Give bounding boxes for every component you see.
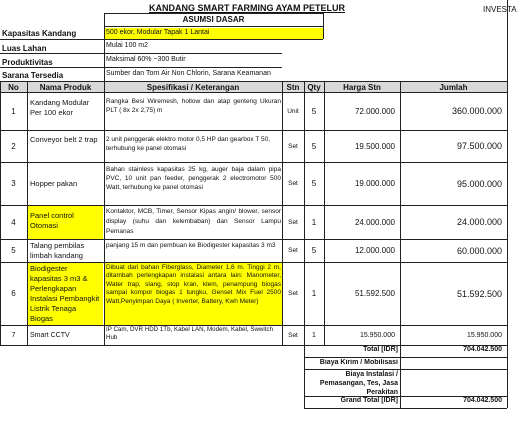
row-no: 2 [11, 141, 16, 151]
assumption-label: Sarana Tersedia [2, 71, 64, 80]
assumption-label: Kapasitas Kandang [2, 29, 77, 38]
row-stn: Set [288, 218, 298, 226]
col-header-spec: Spesifikasi / Keterangan [146, 83, 240, 92]
page-title: KANDANG SMART FARMING AYAM PETELUR [148, 3, 345, 13]
summary-value [400, 370, 502, 396]
row-qty: 1 [312, 331, 316, 339]
row-spec: Bahan stainless kapasitas 25 kg, auger baja dalam pipa PVC, 10 unit pan feeder, penggerak 2 electromotor 500 Watt, terhubung ke panel otomasi [106, 166, 281, 191]
assumption-value: 500 ekor, Modular Tapak 1 Lantai [106, 29, 210, 36]
row-name: Talang pembilas limbah kandang [30, 241, 85, 260]
row-no: 1 [11, 106, 16, 116]
row-no: 7 [11, 331, 16, 339]
col-header-total: Jumlah [439, 83, 468, 92]
row-no: 5 [11, 246, 16, 255]
row-total: 51.592.500 [456, 288, 502, 299]
row-name: Panel control Otomasi [30, 211, 74, 230]
col-header-no: No [8, 83, 19, 92]
assumption-label: Luas Lahan [2, 44, 47, 53]
row-spec: Rangka Besi Wiremesh, hollow dan atap genteng Ukuran PLT ( 8x 2x 2,75) m [106, 98, 281, 114]
col-header-stn: Stn [286, 83, 300, 92]
row-price: 15.950.000 [359, 331, 395, 339]
row-spec: IP Cam, DVR HDD 1Tb, Kabel LAN, Modem, Kabel, Swwitch Hub [106, 326, 274, 341]
row-spec: 2 unit penggerak elektro motor 0,5 HP dan gearbox T 50, terhubung ke panel otomasi [106, 136, 271, 152]
row-stn: Set [288, 247, 298, 254]
row-no: 6 [11, 289, 16, 298]
row-stn: Set [288, 142, 298, 150]
row-spec: panjang 15 m dan pembuan ke Biodigester kapasitas 3 m3 [106, 242, 276, 249]
summary-label: Grand Total [IDR] [340, 397, 398, 404]
assumption-value: Sumber dan Torn Air Non Chlorin, Sarana Keamanan [106, 70, 271, 77]
row-name: Biodigester kapasitas 3 m3 & Perlengkapan Instalasi Pembangkit Listrik Tenaga Biogas [30, 264, 100, 323]
row-qty: 5 [311, 179, 317, 188]
row-price: 19.500.000 [354, 141, 395, 151]
row-qty: 1 [311, 217, 317, 227]
row-price: 51.592.500 [354, 289, 395, 298]
row-qty: 1 [311, 289, 317, 298]
row-spec: Kontaktor, MCB, Timer, Sensor Kipas angin/ blower, sensor display (suhu dan kelembaban) dan Sensor Lampu Pemanas [106, 208, 281, 235]
row-stn: Unit [287, 107, 299, 115]
col-header-price: Harga Stn [343, 83, 381, 92]
summary-label: Total [IDR] [363, 346, 398, 353]
row-total: 360.000.000 [451, 106, 502, 116]
row-no: 4 [11, 217, 16, 227]
summary-value: 704.042.500 [463, 346, 502, 353]
row-total: 97.500.000 [456, 141, 502, 151]
row-stn: Set [288, 290, 298, 297]
row-total: 60.000.000 [456, 245, 502, 256]
row-price: 19.000.000 [354, 179, 395, 188]
summary-label: Biaya Kirim / Mobilisasi [319, 359, 398, 366]
assumption-value: Maksimal 60% ~300 Butir [106, 56, 186, 63]
assumption-title: ASUMSI DASAR [182, 15, 245, 24]
row-total: 24.000.000 [456, 217, 502, 227]
row-price: 12.000.000 [354, 246, 395, 255]
row-total: 15.950.000 [466, 331, 502, 339]
row-stn: Set [288, 331, 298, 339]
row-qty: 5 [311, 141, 317, 151]
row-price: 24.000.000 [354, 217, 395, 227]
row-spec: Dibuat dari bahan Fiberglass, Diameter 1,6 m. Tinggi 2 m, ditambah perlengkapan instalasi antara lain: Manometer, Water trap, slang, stop kran, klem, penampung biogas sampai kompor biogas 1 tungku, Genset Mix Fuel 2500 Watt,Penyimpan Daya ( Inverter, Battery, Kwh Meter) [106, 264, 281, 305]
assumption-label: Produktivitas [2, 58, 53, 67]
row-qty: 5 [311, 106, 317, 116]
row-name: Conveyor belt 2 trap [30, 135, 98, 144]
row-no: 3 [11, 179, 16, 188]
row-name: Kandang Modular Per 100 ekor [30, 98, 90, 117]
row-name: Hopper pakan [30, 179, 78, 188]
row-total: 95.000.000 [456, 178, 502, 189]
side-header: INVESTA [483, 5, 517, 14]
row-stn: Set [288, 180, 298, 187]
col-header-qty: Qty [307, 83, 321, 92]
row-price: 72.000.000 [354, 106, 395, 116]
row-qty: 5 [311, 246, 317, 255]
assumption-value: Mulai 100 m2 [106, 42, 149, 49]
row-name: Smart CCTV [30, 331, 70, 339]
summary-label: Biaya Instalasi / Pemasangan, Tes, Jasa Perakitan [319, 371, 398, 396]
col-header-name: Nama Produk [39, 83, 92, 92]
summary-value: 704.042.500 [463, 397, 502, 404]
